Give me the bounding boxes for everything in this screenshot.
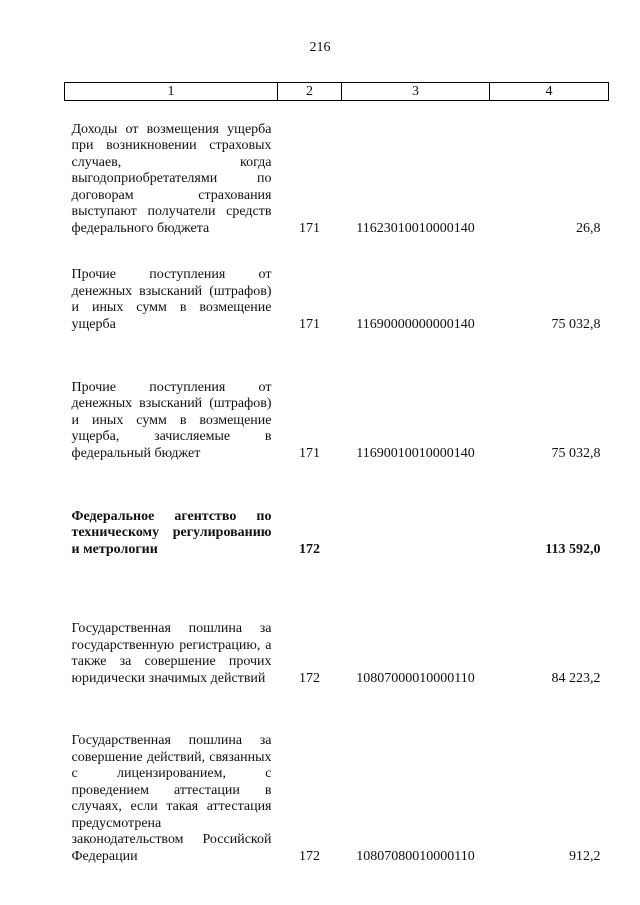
row-sum: 113 592,0 — [545, 541, 601, 557]
row-name: Доходы от возмещения ущерба при возникновении страховых случаев, когда выгодоприобретателями по договорам страхования выступают получатели средств федерального бюджета — [71, 121, 272, 236]
row-code: 172 — [299, 670, 320, 686]
table-row — [65, 363, 609, 462]
row-code: 172 — [299, 848, 320, 864]
row-sum: 75 032,8 — [551, 445, 601, 461]
header-col-3: 3 — [342, 83, 490, 101]
row-name: Федеральное агентство по техническому регулированию и метрологии — [71, 508, 272, 557]
table-row — [65, 588, 609, 687]
table-header-row — [65, 83, 609, 101]
row-code: 172 — [299, 541, 320, 557]
row-sum: 84 223,2 — [551, 670, 601, 686]
row-sum: 912,2 — [569, 848, 601, 864]
header-col-4: 4 — [490, 83, 609, 101]
table-row — [65, 717, 609, 865]
row-code: 171 — [299, 445, 320, 461]
table-row — [65, 267, 609, 333]
header-col-2: 2 — [278, 83, 342, 101]
table-row — [65, 101, 609, 238]
row-kbk — [342, 492, 490, 558]
row-code: 171 — [299, 316, 320, 332]
row-kbk: 11690000000000140 — [356, 316, 475, 332]
row-kbk: 11690010010000140 — [356, 445, 475, 461]
row-kbk: 11623010010000140 — [356, 220, 475, 236]
header-col-1: 1 — [65, 83, 278, 101]
row-name: Прочие поступления от денежных взысканий (штрафов) и иных сумм в возмещение ущерба, зачисляемые в федеральный бюджет — [71, 379, 272, 461]
page-number: 216 — [309, 40, 331, 55]
row-kbk: 10807080010000110 — [356, 848, 475, 864]
row-code: 171 — [299, 220, 320, 236]
row-kbk: 10807000010000110 — [356, 670, 475, 686]
table-row-agency — [65, 492, 609, 558]
budget-revenue-table — [64, 82, 609, 865]
row-name: Государственная пошлина за государственную регистрацию, а также за совершение прочих юридически значимых действий — [71, 621, 272, 686]
row-sum: 75 032,8 — [551, 316, 601, 332]
row-name: Государственная пошлина за совершение действий, связанных с лицензированием, с проведением аттестации в случаях, если такая аттестация предусмотрена законодательством Российской Федерации — [71, 733, 272, 864]
row-sum: 26,8 — [576, 220, 601, 236]
row-name: Прочие поступления от денежных взысканий (штрафов) и иных сумм в возмещение ущерба — [71, 267, 272, 332]
